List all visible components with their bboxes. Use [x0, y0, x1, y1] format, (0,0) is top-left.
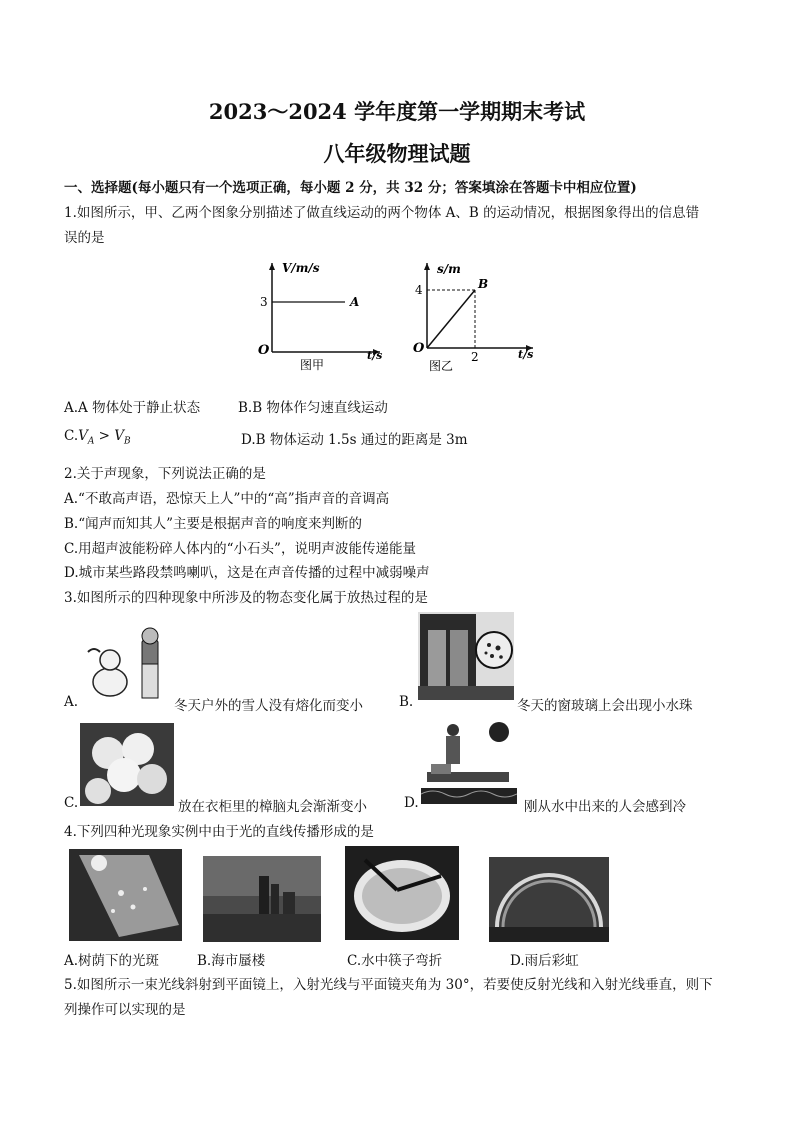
- q3-option-c-text: 放在衣柜里的樟脑丸会渐渐变小: [178, 799, 367, 815]
- q3-stem: 3.如图所示的四种现象中所涉及的物态变化属于放热过程的是: [64, 590, 428, 606]
- q4-option-d: D.雨后彩虹: [510, 953, 579, 969]
- point-b-label: B: [478, 277, 489, 291]
- graph-b-caption: 图乙: [429, 359, 454, 373]
- q2-stem: 2.关于声现象，下列说法正确的是: [64, 466, 266, 482]
- origin-label: O: [413, 341, 425, 356]
- q3-option-d-letter: D.: [404, 795, 419, 811]
- mirage-image: [203, 856, 321, 942]
- q5-stem-line2: 列操作可以实现的是: [64, 1002, 186, 1018]
- mothballs-image: [80, 723, 174, 806]
- math-sub-a: A: [87, 436, 95, 447]
- origin-label: O: [258, 343, 270, 358]
- math-va: V: [78, 428, 88, 444]
- q4-option-a: A.树荫下的光斑: [64, 953, 160, 969]
- light-spot-image: [69, 849, 182, 941]
- q4-option-c: C.水中筷子弯折: [347, 953, 443, 969]
- q3-option-b-text: 冬天的窗玻璃上会出现小水珠: [517, 698, 693, 714]
- x-axis-label: t/s: [518, 348, 534, 361]
- q4-stem: 4.下列四种光现象实例中由于光的直线传播形成的是: [64, 824, 374, 840]
- series-a-label: A: [350, 295, 360, 309]
- section-header: 一、选择题(每小题只有一个选项正确，每小题 2 分，共 32 分；答案填涂在答题卡中相应位置): [64, 180, 637, 196]
- y-axis-label: V/m/s: [282, 261, 320, 275]
- q5-stem-line1: 5.如图所示一束光线斜射到平面镜上，入射光线与平面镜夹角为 30°，若要使反射光线和入射光线垂直，则下: [64, 977, 713, 993]
- q1-option-a: A.A 物体处于静止状态: [64, 400, 201, 416]
- q1-option-b: B.B 物体作匀速直线运动: [238, 400, 388, 416]
- q4-option-b: B.海市蜃楼: [197, 953, 266, 969]
- q2-option-d: D.城市某些路段禁鸣喇叭，这是在声音传播的过程中减弱噪声: [64, 565, 430, 581]
- graph-velocity-time: [250, 255, 390, 375]
- window-droplets-image: [418, 612, 514, 700]
- graph-distance-time: [405, 255, 545, 375]
- math-sub-b: B: [124, 436, 131, 447]
- x-tick-label: 2: [471, 350, 479, 364]
- q3-option-c-letter: C.: [64, 795, 79, 811]
- q3-option-a-letter: A.: [64, 694, 79, 710]
- q3-option-d-text: 刚从水中出来的人会感到冷: [524, 799, 686, 815]
- q3-option-a-text: 冬天户外的雪人没有熔化而变小: [174, 698, 363, 714]
- math-gt: >: [94, 428, 115, 444]
- y-axis-arrow: [269, 263, 275, 270]
- q2-option-b: B.“闻声而知其人”主要是根据声音的响度来判断的: [64, 516, 363, 532]
- y-tick-label: 3: [260, 295, 268, 309]
- swimmer-image: [421, 716, 517, 804]
- graph-a-caption: 图甲: [300, 358, 325, 372]
- snowman-image: [80, 612, 170, 704]
- y-tick-label: 4: [415, 283, 423, 297]
- exam-subtitle: 八年级物理试题: [323, 141, 471, 166]
- x-axis-label: t/s: [367, 349, 383, 362]
- y-axis-label: s/m: [437, 262, 461, 276]
- q1-option-c: [64, 428, 131, 447]
- q2-option-c: C.用超声波能粉碎人体内的“小石头”，说明声波能传递能量: [64, 541, 416, 557]
- q1-option-d: D.B 物体运动 1.5s 通过的距离是 3m: [241, 432, 468, 448]
- option-c-prefix: C.: [64, 428, 79, 444]
- series-b-line: [427, 290, 475, 348]
- bent-chopstick-image: [345, 846, 459, 940]
- q3-option-b-letter: B.: [399, 694, 414, 710]
- y-axis-arrow: [424, 263, 430, 270]
- math-vb: V: [114, 428, 125, 444]
- rainbow-image: [489, 857, 609, 942]
- exam-title: 2023～2024 学年度第一学期期末考试: [208, 99, 586, 124]
- q2-option-a: A.“不敢高声语，恐惊天上人”中的“高”指声音的音调高: [64, 491, 390, 507]
- q1-stem-line1: 1.如图所示，甲、乙两个图象分别描述了做直线运动的两个物体 A、B 的运动情况，根据图象得出的信息错: [64, 205, 700, 221]
- q1-stem-line2: 误的是: [64, 230, 105, 246]
